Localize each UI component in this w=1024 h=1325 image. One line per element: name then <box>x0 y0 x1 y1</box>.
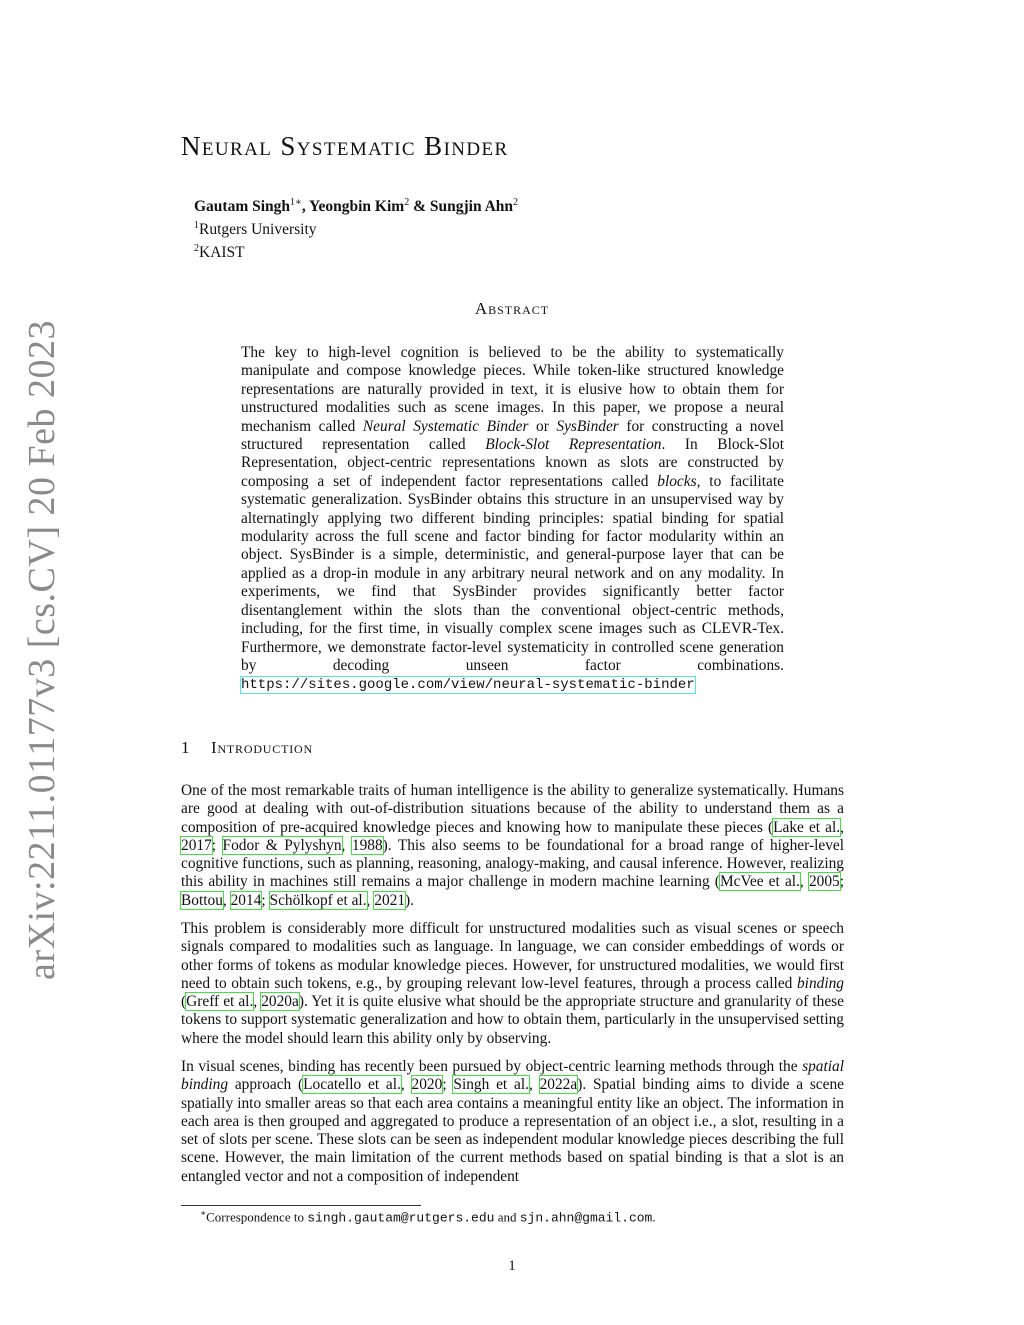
citation-link[interactable]: 2017 <box>181 836 212 854</box>
project-url-link[interactable]: https://sites.google.com/view/neural-systematic-binder <box>241 677 695 694</box>
citation-link[interactable]: McVee et al. <box>719 873 800 891</box>
author-names <box>194 193 518 216</box>
intro-paragraph-1: One of the most remarkable traits of human intelligence is the ability to generalize systematically. Humans are good at dealing with out-of-distribution situations because of the ability to understand them as a composition of pre-acquired knowledge pieces and knowing how to manipulate these pieces (Lake et al., 2017; Fodor & Pylyshyn, 1988). This also seems to be foundational for a broad range of higher-level cognitive functions, such as planning, reasoning, analogy-making, and causal inference. However, realizing this ability in machines still remains a major challenge in modern machine learning (McVee et al., 2005; Bottou, 2014; Schölkopf et al., 2021). <box>181 782 844 909</box>
citation-link[interactable]: Lake et al. <box>773 818 841 836</box>
email-link[interactable]: sjn.ahn@gmail.com <box>519 1210 653 1226</box>
page-number: 1 <box>508 1258 516 1274</box>
author-affiliation-marker: 2 <box>404 197 410 208</box>
email-link[interactable]: singh.gautam@rutgers.edu <box>307 1210 495 1226</box>
affiliation: $^1$Rutgers University <box>194 220 317 239</box>
author-block <box>194 193 518 262</box>
footnote-divider <box>181 1205 421 1206</box>
author-affiliation-marker: 1∗ <box>290 197 302 208</box>
citation-link[interactable]: 2014 <box>230 891 262 909</box>
intro-paragraph-3: In visual scenes, binding has recently been pursued by object-centric learning methods through the spatial binding approach (Locatello et al., 2020; Singh et al., 2022a). Spatial binding aims to divide a scene spatially into smaller areas so that each area contains a meaningful entity like an object. The information in each area is then grouped and aggregated to produce a representation of an object i.e., a slot, resulting in a set of slots per scene. These slots can be seen as independent modular knowledge pieces describing the full scene. However, the main limitation of the current methods based on spatial binding is that a slot is an entangled vector and not a composition of independent <box>181 1058 844 1185</box>
footnote: ∗Correspondence to singh.gautam@rutgers.edu and sjn.ahn@gmail.com. <box>200 1208 656 1226</box>
author-name: & Sungjin Ahn <box>409 198 514 216</box>
citation-link[interactable]: Fodor & Pylyshyn <box>222 836 342 854</box>
intro-paragraph-2: This problem is considerably more difficult for unstructured modalities such as visual scenes or speech signals compared to modalities such as language. In language, we can consider embeddings of words or other forms of tokens as modular knowledge pieces. However, for unstructured modalities, we would first need to obtain such tokens, e.g., by grouping relevant low-level features, through a process called binding (Greff et al., 2020a). Yet it is quite elusive what should be the appropriate structure and granularity of these tokens to support systematic generalization and how to obtain them, particularly in the unsupervised setting where the model should learn this ability only by observing. <box>181 920 844 1047</box>
author-name: Gautam Singh <box>194 198 291 216</box>
section-number: 1 <box>181 738 191 757</box>
citation-link[interactable]: 2020a <box>261 993 299 1011</box>
citation-link[interactable]: Greff et al. <box>186 993 254 1011</box>
paper-title: Neural Systematic Binder <box>181 131 509 161</box>
citation-link[interactable]: 2022a <box>539 1076 578 1094</box>
citation-link[interactable]: 1988 <box>351 836 383 854</box>
citation-link[interactable]: Bottou <box>181 891 223 909</box>
section-heading-introduction <box>181 738 313 758</box>
section-title: Introduction <box>211 738 313 757</box>
citation-link[interactable]: Singh et al. <box>453 1076 529 1094</box>
citation-link[interactable]: 2020 <box>411 1076 443 1094</box>
citation-link[interactable]: 2005 <box>808 873 840 891</box>
abstract-heading: Abstract <box>474 299 550 318</box>
citation-link[interactable]: 2021 <box>374 891 406 909</box>
affiliation: $^2$KAIST <box>194 243 245 262</box>
author-name: , Yeongbin Kim <box>301 198 405 216</box>
arxiv-identifier-stamp: arXiv:2211.01177v3 [cs.CV] 20 Feb 2023 <box>21 319 63 981</box>
author-affiliation-marker: 2 <box>513 197 519 208</box>
citation-link[interactable]: Schölkopf et al. <box>269 891 367 909</box>
citation-link[interactable]: Locatello et al. <box>303 1076 401 1094</box>
abstract-text: The key to high-level cognition is believed to be the ability to systematically manipulate and compose knowledge pieces. While token-like structured knowledge representations are naturally provided in text, it is elusive how to obtain them for unstructured modalities such as scene images. In this paper, we propose a neural mechanism called Neural Systematic Binder or SysBinder for constructing a novel structured representation called Block-Slot Representation. In Block-Slot Representation, object-centric representations known as slots are constructed by composing a set of independent factor representations called blocks, to facilitate systematic generalization. SysBinder obtains this structure in an unsupervised way by alternatingly applying two different binding principles: spatial binding for spatial modularity across the full scene and factor binding for factor modularity within an object. SysBinder is a simple, deterministic, and general-purpose layer that can be applied as a drop-in module in any arbitrary neural network and on any modality. In experiments, we find that SysBinder provides significantly better factor disentanglement within the slots than the conventional object-centric methods, including, for the first time, in visually complex scene images such as CLEVR-Tex. Furthermore, we demonstrate factor-level systematicity in controlled scene generation by decoding unseen factor combinations. https://sites.google.com/view/neural-systematic-binder <box>241 344 785 694</box>
